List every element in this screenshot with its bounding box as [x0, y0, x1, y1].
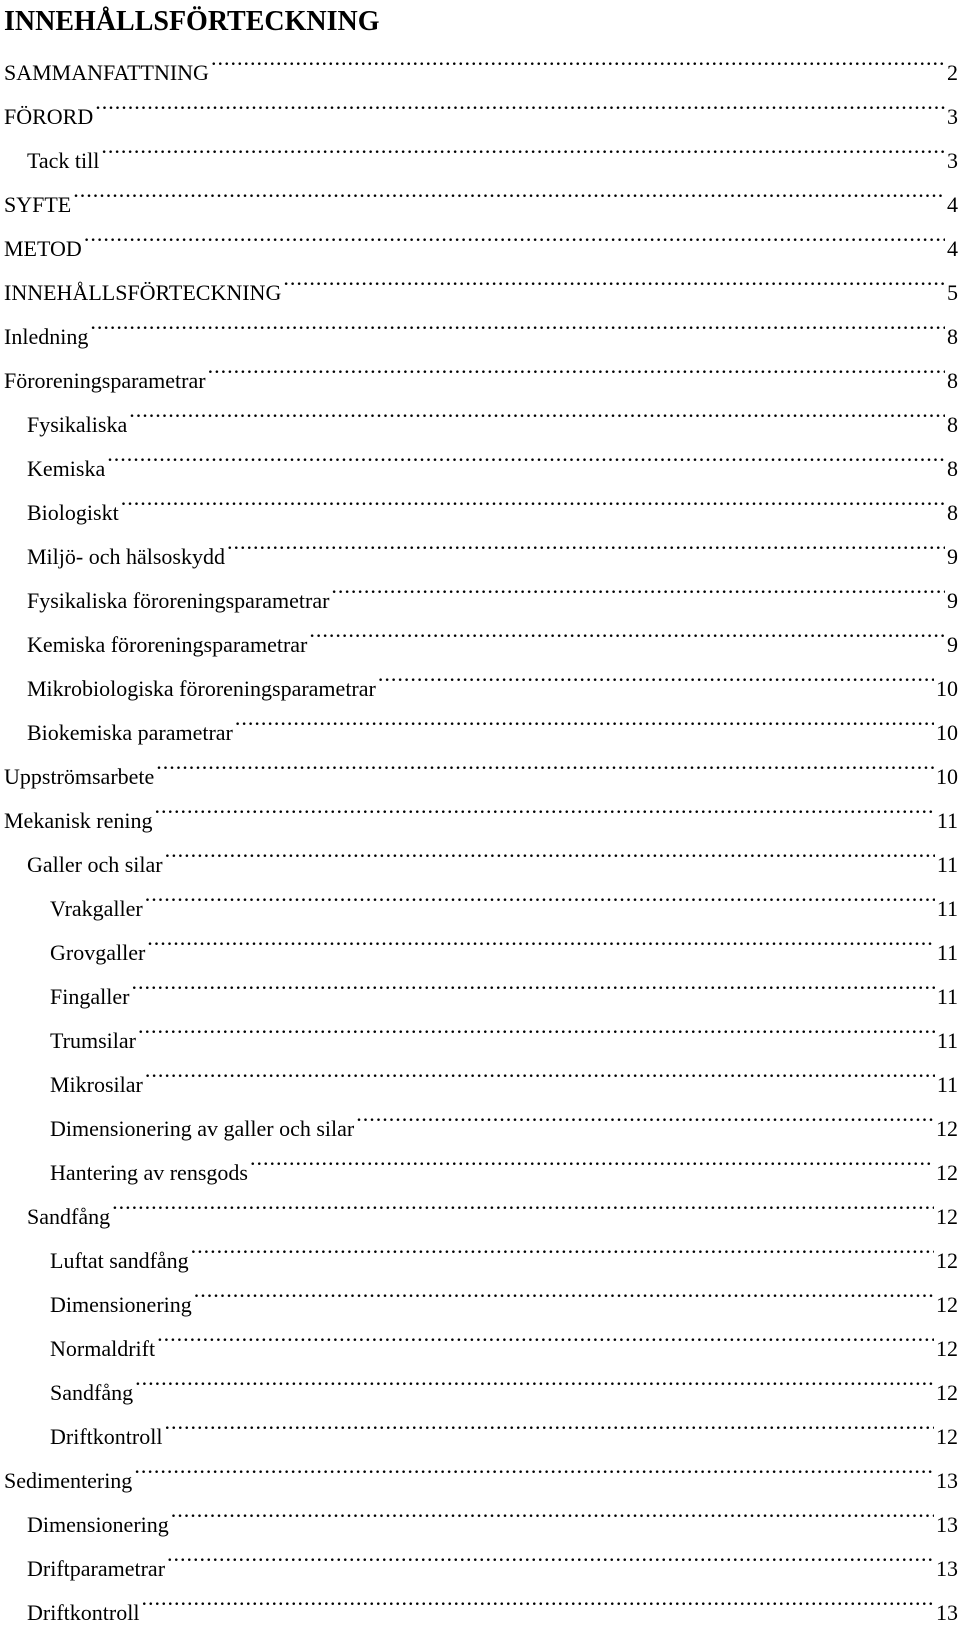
toc-entry-page-number: 11: [936, 852, 958, 877]
toc-entry[interactable]: [0, 344, 958, 393]
toc-dot-leader: [138, 1004, 935, 1048]
toc-entry-page-number: 8: [947, 500, 958, 525]
toc-entry[interactable]: [0, 388, 958, 437]
toc-entry-page-number: 5: [947, 280, 958, 305]
toc-dot-leader: [135, 1356, 934, 1400]
toc-entry[interactable]: [0, 80, 958, 129]
toc-dot-leader: [165, 828, 935, 872]
toc-dot-leader: [157, 1312, 934, 1356]
toc-entry-label: Inledning: [4, 324, 89, 349]
toc-dot-leader: [112, 1180, 934, 1224]
toc-entry-page-number: 9: [947, 544, 958, 569]
toc-entry[interactable]: [0, 1092, 958, 1141]
toc-entry-label: Normaldrift: [50, 1336, 156, 1361]
toc-entry-page-number: 9: [947, 588, 958, 613]
toc-entry-page-number: 10: [936, 720, 958, 745]
toc-entry-label: Dimensionering: [50, 1292, 192, 1317]
toc-entry-page-number: 8: [947, 324, 958, 349]
toc-entry-page-number: 2: [947, 60, 958, 85]
toc-entry-page-number: 12: [936, 1204, 958, 1229]
toc-entry-page-number: 12: [936, 1160, 958, 1185]
toc-entry-label: Sandfång: [27, 1204, 111, 1229]
toc-dot-leader: [356, 1092, 934, 1136]
toc-entry[interactable]: [0, 168, 958, 217]
toc-dot-leader: [95, 80, 945, 124]
toc-entry-page-number: 3: [947, 104, 958, 129]
toc-entry-page-number: 12: [936, 1116, 958, 1141]
toc-dot-leader: [194, 1268, 934, 1312]
toc-entry[interactable]: [0, 520, 958, 569]
toc-entry-page-number: 11: [936, 896, 958, 921]
toc-entry-label: Uppströmsarbete: [4, 764, 155, 789]
toc-entry-label: Fysikaliska: [27, 412, 128, 437]
toc-dot-leader: [208, 344, 945, 388]
toc-entry-label: Fysikaliska föroreningsparametrar: [27, 588, 330, 613]
toc-dot-leader: [283, 256, 945, 300]
toc-entry[interactable]: [0, 960, 958, 1009]
toc-dot-leader: [171, 1488, 934, 1532]
toc-dot-leader: [147, 916, 935, 960]
toc-entry-page-number: 12: [936, 1424, 958, 1449]
toc-entry-page-number: 13: [936, 1600, 958, 1625]
toc-list: [0, 36, 960, 1625]
toc-entry-page-number: 12: [936, 1248, 958, 1273]
toc-dot-leader: [156, 740, 934, 784]
toc-entry-label: Fingaller: [50, 984, 130, 1009]
toc-entry-page-number: 3: [947, 148, 958, 173]
toc-entry-label: Hantering av rensgods: [50, 1160, 248, 1185]
toc-dot-leader: [378, 652, 934, 696]
toc-entry[interactable]: [0, 916, 958, 965]
toc-entry[interactable]: [0, 1048, 958, 1097]
toc-entry[interactable]: [0, 36, 958, 85]
toc-entry-page-number: 9: [947, 632, 958, 657]
toc-entry[interactable]: [0, 1444, 958, 1493]
toc-entry[interactable]: [0, 1488, 958, 1537]
toc-entry-label: FÖRORD: [4, 104, 94, 129]
toc-entry-label: Biokemiska parametrar: [27, 720, 233, 745]
toc-entry[interactable]: [0, 1576, 958, 1625]
toc-entry-page-number: 10: [936, 764, 958, 789]
toc-entry-label: Driftkontroll: [27, 1600, 140, 1625]
toc-entry-label: Grovgaller: [50, 940, 146, 965]
toc-entry-label: Kemiska: [27, 456, 106, 481]
toc-entry-page-number: 12: [936, 1336, 958, 1361]
toc-entry-label: Trumsilar: [50, 1028, 136, 1053]
toc-entry-label: METOD: [4, 236, 82, 261]
toc-entry[interactable]: [0, 432, 958, 481]
toc-entry-label: Mikrosilar: [50, 1072, 143, 1097]
toc-entry-page-number: 8: [947, 368, 958, 393]
toc-dot-leader: [154, 784, 934, 828]
toc-entry-page-number: 11: [936, 1028, 958, 1053]
toc-entry[interactable]: [0, 256, 958, 305]
toc-dot-leader: [131, 960, 934, 1004]
toc-entry-label: Kemiska föroreningsparametrar: [27, 632, 308, 657]
toc-entry-page-number: 13: [936, 1556, 958, 1581]
toc-entry-page-number: 12: [936, 1380, 958, 1405]
toc-entry[interactable]: [0, 1356, 958, 1405]
toc-dot-leader: [309, 608, 945, 652]
toc-entry-label: Driftkontroll: [50, 1424, 163, 1449]
toc-entry-page-number: 11: [936, 984, 958, 1009]
toc-entry[interactable]: [0, 1400, 958, 1449]
toc-title: INNEHÅLLSFÖRTECKNING: [4, 6, 380, 37]
toc-entry-label: Sedimentering: [4, 1468, 133, 1493]
toc-entry-label: Miljö- och hälsoskydd: [27, 544, 225, 569]
toc-dot-leader: [235, 696, 934, 740]
toc-entry[interactable]: [0, 300, 958, 349]
toc-entry-label: INNEHÅLLSFÖRTECKNING: [4, 280, 282, 305]
toc-dot-leader: [145, 872, 935, 916]
toc-dot-leader: [141, 1576, 934, 1620]
toc-entry-page-number: 11: [936, 808, 958, 833]
toc-entry[interactable]: [0, 124, 958, 173]
toc-entry-label: SAMMANFATTNING: [4, 60, 209, 85]
toc-dot-leader: [227, 520, 945, 564]
toc-entry-label: Driftparametrar: [27, 1556, 166, 1581]
toc-entry[interactable]: [0, 1180, 958, 1229]
toc-dot-leader: [167, 1532, 934, 1576]
toc-entry-page-number: 13: [936, 1468, 958, 1493]
toc-entry-label: Föroreningsparametrar: [4, 368, 206, 393]
toc-entry-label: Mekanisk rening: [4, 808, 153, 833]
toc-entry[interactable]: [0, 1224, 958, 1273]
toc-dot-leader: [211, 36, 945, 80]
toc-entry-label: SYFTE: [4, 192, 72, 217]
toc-dot-leader: [101, 124, 945, 168]
toc-entry-page-number: 11: [936, 1072, 958, 1097]
toc-dot-leader: [73, 168, 945, 212]
toc-entry-label: Luftat sandfång: [50, 1248, 189, 1273]
toc-entry-page-number: 8: [947, 456, 958, 481]
toc-dot-leader: [250, 1136, 934, 1180]
toc-dot-leader: [164, 1400, 934, 1444]
toc-entry-label: Tack till: [27, 148, 100, 173]
toc-entry-label: Mikrobiologiska föroreningsparametrar: [27, 676, 376, 701]
toc-dot-leader: [129, 388, 945, 432]
toc-dot-leader: [121, 476, 945, 520]
toc-entry-label: Galler och silar: [27, 852, 163, 877]
toc-entry-page-number: 12: [936, 1292, 958, 1317]
toc-entry-label: Biologiskt: [27, 500, 119, 525]
toc-entry-page-number: 11: [936, 940, 958, 965]
toc-entry-page-number: 8: [947, 412, 958, 437]
toc-dot-leader: [191, 1224, 934, 1268]
toc-dot-leader: [331, 564, 945, 608]
toc-dot-leader: [145, 1048, 935, 1092]
toc-entry[interactable]: [0, 476, 958, 525]
toc-entry-label: Dimensionering av galler och silar: [50, 1116, 355, 1141]
toc-entry-page-number: 4: [947, 236, 958, 261]
toc-entry-page-number: 10: [936, 676, 958, 701]
toc-dot-leader: [107, 432, 945, 476]
toc-entry[interactable]: [0, 1004, 958, 1053]
toc-entry-label: Sandfång: [50, 1380, 134, 1405]
toc-dot-leader: [90, 300, 945, 344]
toc-dot-leader: [134, 1444, 934, 1488]
toc-entry-page-number: 4: [947, 192, 958, 217]
toc-entry-page-number: 13: [936, 1512, 958, 1537]
toc-dot-leader: [84, 212, 945, 256]
toc-entry-label: Dimensionering: [27, 1512, 169, 1537]
toc-entry[interactable]: [0, 212, 958, 261]
toc-entry-label: Vrakgaller: [50, 896, 143, 921]
